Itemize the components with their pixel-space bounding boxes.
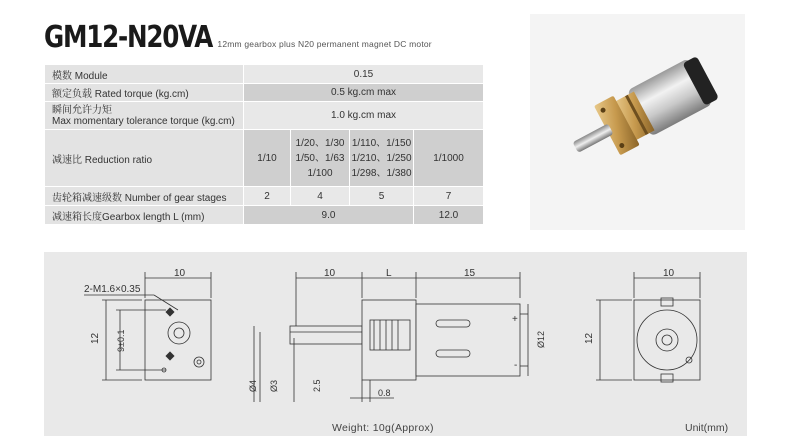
ratio-group-1 [244, 130, 291, 187]
ratio-value: 1/210、1/250 [351, 152, 412, 164]
ratio-value: 1/110、1/150 [351, 137, 412, 149]
tolerance-value: 1.0 kg.cm max [244, 102, 484, 130]
side-dim-d3: Ø3 [269, 379, 279, 392]
length-label: 减速箱长度Gearbox length L (mm) [45, 206, 244, 225]
tolerance-label [45, 102, 244, 130]
ratio-value: 1/10 [257, 152, 277, 164]
ratio-value: 1/20、1/30 [295, 137, 345, 149]
product-photo [530, 14, 745, 230]
table-row [45, 206, 484, 225]
ratio-value: 1/100 [307, 167, 333, 179]
side-dim-d4: Ø4 [248, 379, 258, 392]
table-row [45, 187, 484, 206]
table-row [45, 130, 484, 187]
side-dim-flat: 2.5 [312, 379, 322, 392]
table-row [45, 84, 484, 102]
tolerance-label-cn: 瞬间允许力矩 [52, 104, 112, 116]
ratio-value: 1/298、1/380 [351, 167, 412, 179]
ratio-group-4 [414, 130, 484, 187]
model-name: GM12-N20VA [44, 20, 213, 55]
module-label: 模数 Module [45, 65, 244, 84]
side-dim-flat-w: 0.8 [378, 388, 391, 398]
torque-label: 额定负载 Rated torque (kg.cm) [45, 84, 244, 102]
side-dim-gearbox: L [386, 268, 392, 279]
side-dim-shaft: 10 [324, 268, 336, 279]
stages-value: 2 [244, 187, 291, 206]
ratio-group-3 [350, 130, 414, 187]
tolerance-label-en: Max momentary tolerance torque (kg.cm) [52, 115, 235, 127]
side-view [248, 268, 546, 402]
technical-drawing [44, 252, 747, 436]
stages-value: 5 [350, 187, 414, 206]
dimension-drawing [44, 252, 747, 436]
rear-dim-height: 12 [584, 332, 595, 344]
stages-value: 4 [291, 187, 350, 206]
spec-table [44, 64, 484, 225]
side-plus: + [512, 314, 518, 325]
table-row [45, 102, 484, 130]
stages-value: 7 [414, 187, 484, 206]
rear-view [584, 268, 700, 382]
ratio-value: 1/1000 [433, 152, 464, 164]
front-hole-note: 2-M1.6×0.35 [84, 284, 141, 295]
length-value-a: 9.0 [244, 206, 414, 225]
front-view [84, 268, 211, 380]
stages-label: 齿轮箱减速级数 Number of gear stages [45, 187, 244, 206]
weight-note: Weight: 10g(Approx) [332, 422, 434, 434]
side-dim-d12: Ø12 [536, 330, 546, 348]
front-dim-width: 10 [174, 268, 186, 279]
model-subtitle: 12mm gearbox plus N20 permanent magnet DC motor [217, 39, 432, 49]
ratio-label: 减速比 Reduction ratio [45, 130, 244, 187]
module-value: 0.15 [244, 65, 484, 84]
motor-photo-illustration [530, 14, 745, 230]
ratio-group-2 [291, 130, 350, 187]
side-minus: - [514, 360, 518, 371]
rear-dim-width: 10 [663, 268, 675, 279]
ratio-value: 1/50、1/63 [295, 152, 345, 164]
torque-value: 0.5 kg.cm max [244, 84, 484, 102]
unit-note: Unit(mm) [685, 422, 729, 434]
front-dim-holes: 9±0.1 [116, 329, 126, 352]
side-dim-motor: 15 [464, 268, 476, 279]
product-title [44, 20, 432, 55]
length-value-b: 12.0 [414, 206, 484, 225]
front-dim-height: 12 [90, 332, 101, 344]
table-row [45, 65, 484, 84]
